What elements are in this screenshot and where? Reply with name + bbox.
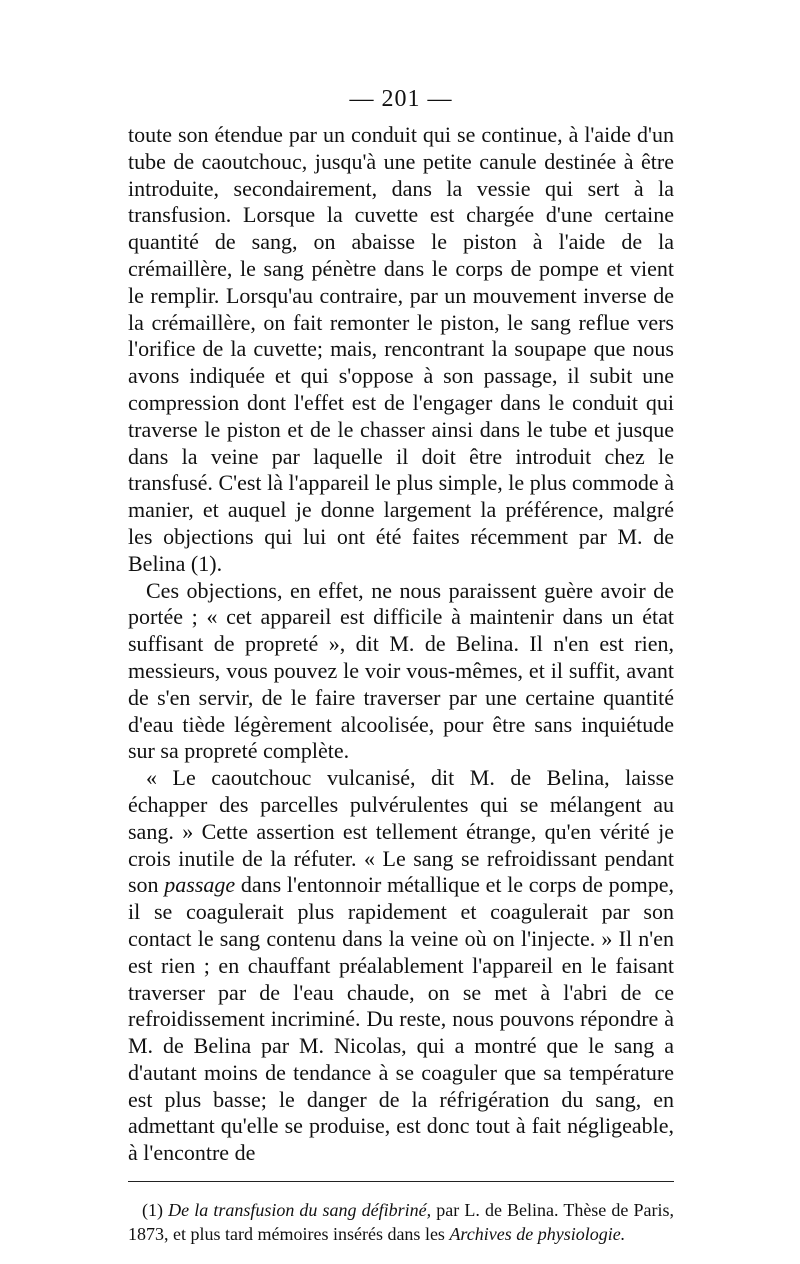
- italic-text-segment: passage: [164, 872, 236, 898]
- footnote-italic-journal: Archives de physiologie.: [449, 1224, 626, 1245]
- book-page: [128, 84, 674, 1264]
- paragraph-2: [128, 578, 674, 766]
- footnote-separator: [128, 1181, 674, 1182]
- text-segment: Ces objections, en effet, ne nous paraissent guère avoir de portée ; « cet appareil est difficile à maintenir dans un état suffisant de propreté », dit M. de Belina. Il n'en est rien, messieurs, vous pouvez le voir vous-mêmes, et il suffit, avant de s'en servir, de le faire traverser par une certaine quantité d'eau tiède légèrement alcoolisée, pour être sans inquiétude sur sa propreté complète.: [128, 577, 674, 764]
- footnote: [128, 1198, 674, 1246]
- text-segment: dans l'entonnoir métallique et le corps de pompe, il se coagulerait plus rapidement et coagulerait par son contact le sang contenu dans la veine où on l'injecte. » Il n'en est rien ; en chauffant préalablement l'appareil en le faisant traverser par de l'eau chaude, on se met à l'abri de ce refroidissement incriminé. Du reste, nous pouvons répondre à M. de Belina par M. Nicolas, qui a montré que le sang a d'autant moins de tendance à se coaguler que sa température est plus basse; le danger de la réfrigération du sang, en admettant qu'elle se produise, est donc tout à fait négligeable, à l'encontre de: [128, 872, 675, 1166]
- paragraph-3: [128, 765, 674, 1167]
- text-segment: « Le caoutchouc vulcanisé, dit M. de Belina, laisse échapper des parcelles pulvérulentes qui se mélangent au sang. » Cette assertion est tellement étrange, qu'en vérité je crois inutile de la réfuter. « Le sang se refroidissant pendant son: [128, 765, 674, 898]
- paragraph-1: [128, 122, 674, 578]
- page-number: — 201 —: [349, 86, 453, 112]
- footnote-text: par L. de Belina. Thèse de Paris, 1873, et plus tard mémoires insérés dans les: [128, 1200, 675, 1245]
- body-text: [128, 122, 674, 1167]
- text-segment: toute son étendue par un conduit qui se continue, à l'aide d'un tube de caoutchouc, jusqu'à une petite canule destinée à être introduite, secondairement, dans la vessie qui sert à la transfusion. Lorsque la cuvette est chargée d'une certaine quantité de sang, on abaisse le piston à l'aide de la crémaillère, le sang pénètre dans le corps de pompe et vient le remplir. Lorsqu'au contraire, par un mouvement inverse de la crémaillère, on fait remonter le piston, le sang reflue vers l'orifice de la cuvette; mais, rencontrant la soupape que nous avons indiquée et qui s'oppose à son passage, il subit une compression dont l'effet est de l'engager dans le conduit qui traverse le piston et de le chasser ainsi dans le tube et jusque dans la veine par laquelle il doit être introduit chez le transfusé. C'est là l'appareil le plus simple, le plus commode à manier, et auquel je donne largement la préférence, malgré les objections qui lui ont été faites récemment par M. de Belina (1).: [128, 122, 674, 576]
- footnote-marker: (1): [142, 1200, 169, 1221]
- footnote-italic-title: De la transfusion du sang défibriné,: [168, 1200, 432, 1221]
